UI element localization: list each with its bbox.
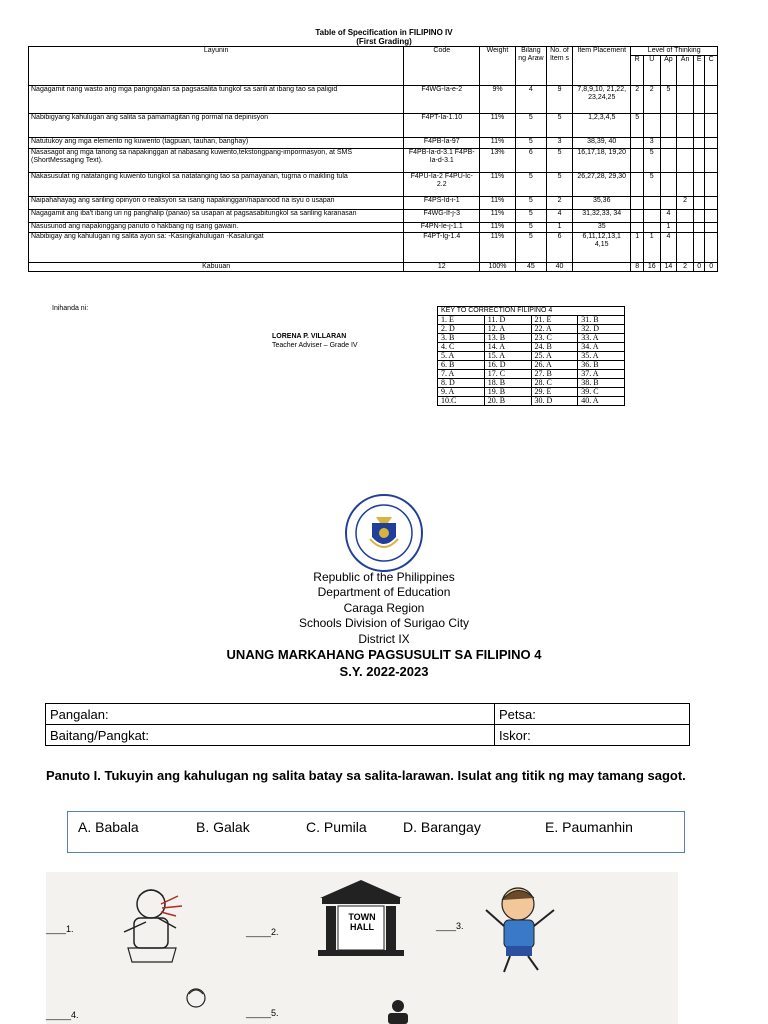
tos-cell-code: F4PB-Ia-d-3.1 F4PB-Ia-d-3.1 [404,149,480,173]
answer-key-cell: 4. C [438,343,485,352]
tos-cell-weight: 11% [480,114,515,138]
tos-cell-placement: 35 [573,223,631,233]
blank-1: ____1. [46,924,74,934]
tos-cell-items: 2 [547,197,573,210]
tos-cell-bilang: 5 [515,233,546,263]
answer-key-cell: 39. C [578,388,625,397]
answer-key-cell: 25. A [531,352,578,361]
tos-cell-bilang: 6 [515,149,546,173]
answer-key-cell: 31. B [578,316,625,325]
col-code: Code [404,47,480,86]
col-placement: Item Placement [573,47,631,86]
tos-row [29,86,718,114]
tos-row [29,149,718,173]
answer-key-cell: 13. B [484,334,531,343]
answer-key-cell: 32. D [578,325,625,334]
tos-cell-r [631,173,644,197]
tos-cell-items: 3 [547,138,573,149]
exam-line-district: District IX [358,632,410,646]
answer-key-cell: 18. B [484,379,531,388]
answer-key-cell: 28. C [531,379,578,388]
blank-4: _____4. [46,1010,79,1020]
answer-key-cell: 37. A [578,370,625,379]
tos-cell-items: 1 [547,223,573,233]
total-c: 0 [705,263,718,272]
tos-cell-c [705,138,718,149]
answer-key-cell: 40. A [578,397,625,406]
answer-key-cell: 5. A [438,352,485,361]
answer-key-cell: 8. D [438,379,485,388]
tos-total-row [29,263,718,272]
tos-cell-placement: 1,2,3,4,5 [573,114,631,138]
choices-box [67,811,685,853]
exam-line-region: Caraga Region [343,601,425,615]
picture-items-area [46,872,678,1024]
tos-row [29,223,718,233]
answer-key-cell: 12. A [484,325,531,334]
tos-title: Table of Specification in FILIPINO IV [315,28,453,37]
tos-cell-an [677,86,694,114]
tos-cell-items: 4 [547,210,573,223]
answer-key-cell: 29. E [531,388,578,397]
date-field[interactable]: Petsa: [495,704,690,725]
answer-key-cell: 10.C [438,397,485,406]
total-code: 12 [404,263,480,272]
tos-cell-u [643,114,660,138]
tos-cell-an: 2 [677,197,694,210]
tos-cell-layunin: Nagagamit ang iba't ibang uri ng panghalip (panao) sa usapan at pagsasabitungkol sa sariling karanasan [29,210,404,223]
col-items: No. of Item s [547,47,573,86]
tos-cell-an [677,114,694,138]
tos-cell-u: 5 [643,173,660,197]
tos-cell-code: F4WG-If-j-3 [404,210,480,223]
tos-cell-u: 5 [643,149,660,173]
tos-cell-code: F4PT-Ia-1.10 [404,114,480,138]
tos-cell-e [693,138,704,149]
tos-cell-layunin: Nasusunod ang napakinggang panuto o hakbang ng isang gawain. [29,223,404,233]
prepared-by: Inihanda ni: [52,305,89,312]
tos-cell-r: 2 [631,86,644,114]
tos-cell-bilang: 5 [515,223,546,233]
tos-cell-layunin: Nabibigyang kahulugan ang salita sa pamamagitan ng pormal na depinisyon [29,114,404,138]
tos-cell-items: 5 [547,173,573,197]
tos-cell-c [705,233,718,263]
tos-cell-items: 9 [547,86,573,114]
tos-cell-bilang: 5 [515,173,546,197]
tos-cell-weight: 11% [480,197,515,210]
tos-cell-e [693,173,704,197]
tos-cell-r [631,138,644,149]
deped-seal [344,493,424,573]
col-layunin: Layunin [29,47,404,86]
answer-key-cell: 19. B [484,388,531,397]
tos-cell-e [693,114,704,138]
tos-row [29,138,718,149]
tos-cell-bilang: 5 [515,210,546,223]
answer-key-cell: 27. B [531,370,578,379]
tos-cell-weight: 13% [480,149,515,173]
choice-c: C. Pumila [306,819,367,835]
blank-2: _____2. [246,927,279,937]
answer-key-cell: 11. D [484,316,531,325]
col-ap: Ap [660,56,677,86]
choice-a: A. Babala [78,819,139,835]
answer-key-cell: 9. A [438,388,485,397]
exam-title: UNANG MARKAHANG PAGSUSULIT SA FILIPINO 4 [226,647,542,662]
tos-cell-c [705,210,718,223]
tos-cell-placement: 16,17,18, 19,20 [573,149,631,173]
tos-cell-weight: 11% [480,173,515,197]
total-label: Kabuuan [29,263,404,272]
tos-cell-e [693,149,704,173]
tos-cell-r [631,149,644,173]
answer-key-cell: 16. D [484,361,531,370]
answer-key-cell: 26. A [531,361,578,370]
tos-cell-ap [660,114,677,138]
tos-cell-c [705,223,718,233]
tos-cell-e [693,210,704,223]
tos-cell-u: 2 [643,86,660,114]
tos-cell-items: 5 [547,149,573,173]
tos-cell-ap: 1 [660,223,677,233]
answer-key-cell: 30. D [531,397,578,406]
exam-line-division: Schools Division of Surigao City [298,616,470,630]
tos-cell-placement: 6,11,12,13,1 4,15 [573,233,631,263]
tos-cell-code: F4WG-Ia-e-2 [404,86,480,114]
answer-key-cell: 7. A [438,370,485,379]
total-ap: 14 [660,263,677,272]
teacher-role: Teacher Adviser – Grade IV [272,342,358,349]
tos-cell-weight: 9% [480,86,515,114]
tos-cell-c [705,114,718,138]
tos-table [28,46,718,272]
tos-cell-placement: 38,39, 40 [573,138,631,149]
panuto-instruction: Panuto I. Tukuyin ang kahulugan ng salita batay sa salita-larawan. Isulat ang titik ng may tamang sagot. [46,768,686,783]
tos-cell-items: 6 [547,233,573,263]
tos-cell-e [693,233,704,263]
tos-cell-code: F4PB-Ia-97 [404,138,480,149]
tos-cell-ap [660,197,677,210]
tos-cell-layunin: Natutukoy ang mga elemento ng kuwento (tagpuan, tauhan, banghay) [29,138,404,149]
tos-cell-bilang: 5 [515,197,546,210]
tos-row [29,114,718,138]
col-an: An [677,56,694,86]
answer-key-table [437,306,625,406]
tos-cell-placement: 26,27,28, 29,30 [573,173,631,197]
answer-key-cell: 15. A [484,352,531,361]
score-field[interactable]: Iskor: [495,725,690,746]
choice-e: E. Paumanhin [545,819,633,835]
tos-cell-ap: 5 [660,86,677,114]
tos-cell-e [693,86,704,114]
col-c: C [705,56,718,86]
tos-cell-ap: 4 [660,233,677,263]
answer-key-cell: 1. E [438,316,485,325]
tos-cell-u: 3 [643,138,660,149]
exam-line-deped: Department of Education [317,585,451,599]
tos-cell-u: 1 [643,233,660,263]
answer-key-cell: 6. B [438,361,485,370]
tos-row [29,233,718,263]
answer-key-cell: 2. D [438,325,485,334]
tos-cell-u [643,210,660,223]
tos-cell-layunin: Nabibigay ang kahulugan ng salita ayon sa: -Kasingkahulugan -Kasalungat [29,233,404,263]
tos-cell-c [705,149,718,173]
tos-cell-ap [660,138,677,149]
tos-cell-r [631,223,644,233]
student-info-form [45,703,690,746]
answer-key-cell: 38. B [578,379,625,388]
tos-cell-layunin: Nasasagot ang mga tanong sa napakinggan at nabasang kuwento,tekstongpang-impormasyon, at SMS (ShortMessaging Text). [29,149,404,173]
total-r: 8 [631,263,644,272]
total-bilang: 45 [515,263,546,272]
tos-cell-r [631,197,644,210]
tos-cell-code: F4PU-Ia-2 F4PU-Ic-2.2 [404,173,480,197]
happy-boy-image [476,880,566,975]
tos-cell-ap [660,149,677,173]
col-r: R [631,56,644,86]
total-e: 0 [693,263,704,272]
tos-cell-an [677,233,694,263]
tos-cell-c [705,173,718,197]
tos-cell-ap [660,173,677,197]
answer-key-cell: 17. C [484,370,531,379]
tos-cell-r: 5 [631,114,644,138]
tos-cell-r [631,210,644,223]
tos-cell-weight: 11% [480,210,515,223]
answer-key-cell: 20. B [484,397,531,406]
partial-person-image [181,984,211,1024]
tos-cell-u [643,197,660,210]
tos-cell-bilang: 5 [515,114,546,138]
col-bilang: Bilang ng Araw [515,47,546,86]
tos-cell-an [677,149,694,173]
tos-cell-code: F4PN-Ie-j-1.1 [404,223,480,233]
answer-key-cell: 35. A [578,352,625,361]
tos-cell-layunin: Naipahahayag ang sariling opinyon o reaksyon sa isang napakinggan/napanood na isyu o usapan [29,197,404,210]
answer-key-title: KEY TO CORRECTION FILIPINO 4 [438,307,625,316]
tos-cell-c [705,86,718,114]
blank-3: ____3. [436,921,464,931]
tos-cell-an [677,223,694,233]
col-levels: Level of Thinking [631,47,718,56]
tos-cell-code: F4PT-Ig-1.4 [404,233,480,263]
tos-cell-an [677,138,694,149]
tos-row [29,173,718,197]
answer-key-cell: 22. A [531,325,578,334]
teacher-name: LORENA P. VILLARAN [272,333,347,340]
tos-cell-weight: 11% [480,233,515,263]
tos-cell-weight: 11% [480,138,515,149]
tos-cell-bilang: 4 [515,86,546,114]
answer-key-cell: 34. A [578,343,625,352]
tos-cell-placement: 31,32,33, 34 [573,210,631,223]
tos-cell-bilang: 5 [515,138,546,149]
tos-cell-u [643,223,660,233]
tos-cell-e [693,197,704,210]
tos-cell-r: 1 [631,233,644,263]
name-field[interactable]: Pangalan: [46,704,495,725]
pictogram-person-image [378,998,418,1024]
tos-cell-weight: 11% [480,223,515,233]
tos-cell-e [693,223,704,233]
answer-key-cell: 14. A [484,343,531,352]
answer-key-cell: 36. B [578,361,625,370]
sneezing-person-image [106,882,196,967]
total-items: 40 [547,263,573,272]
col-e: E [693,56,704,86]
total-placement [573,263,631,272]
tos-subtitle: (First Grading) [356,37,412,46]
choice-b: B. Galak [196,819,250,835]
tos-row [29,197,718,210]
answer-key-cell: 23. C [531,334,578,343]
tos-cell-layunin: Nakasusulat ng natatanging kuwento tungkol sa natatanging tao sa pamayanan, tugma o maikling tula [29,173,404,197]
answer-key-row [438,397,625,406]
blank-5: _____5. [246,1008,279,1018]
tos-cell-code: F4PS-Id-i-1 [404,197,480,210]
answer-key-cell: 21. E [531,316,578,325]
grade-section-field[interactable]: Baitang/Pangkat: [46,725,495,746]
total-weight: 100% [480,263,515,272]
col-weight: Weight [480,47,515,86]
tos-cell-an [677,210,694,223]
answer-key-cell: 33. A [578,334,625,343]
choice-d: D. Barangay [403,819,481,835]
tos-row [29,210,718,223]
tos-cell-items: 5 [547,114,573,138]
total-an: 2 [677,263,694,272]
town-hall-label: TOWN HALL [348,912,376,932]
tos-cell-an [677,173,694,197]
exam-school-year: S.Y. 2022-2023 [339,664,429,679]
exam-line-republic: Republic of the Philippines [313,570,455,584]
answer-key-cell: 3. B [438,334,485,343]
tos-cell-placement: 7,8,9,10, 21,22, 23,24,25 [573,86,631,114]
tos-cell-c [705,197,718,210]
answer-key-cell: 24. B [531,343,578,352]
tos-cell-layunin: Nagagamit nang wasto ang mga pangngalan sa pagsasalita tungkol sa sarili at ibang tao sa paligid [29,86,404,114]
tos-cell-ap: 4 [660,210,677,223]
col-u: U [643,56,660,86]
tos-cell-placement: 35,36 [573,197,631,210]
total-u: 16 [643,263,660,272]
